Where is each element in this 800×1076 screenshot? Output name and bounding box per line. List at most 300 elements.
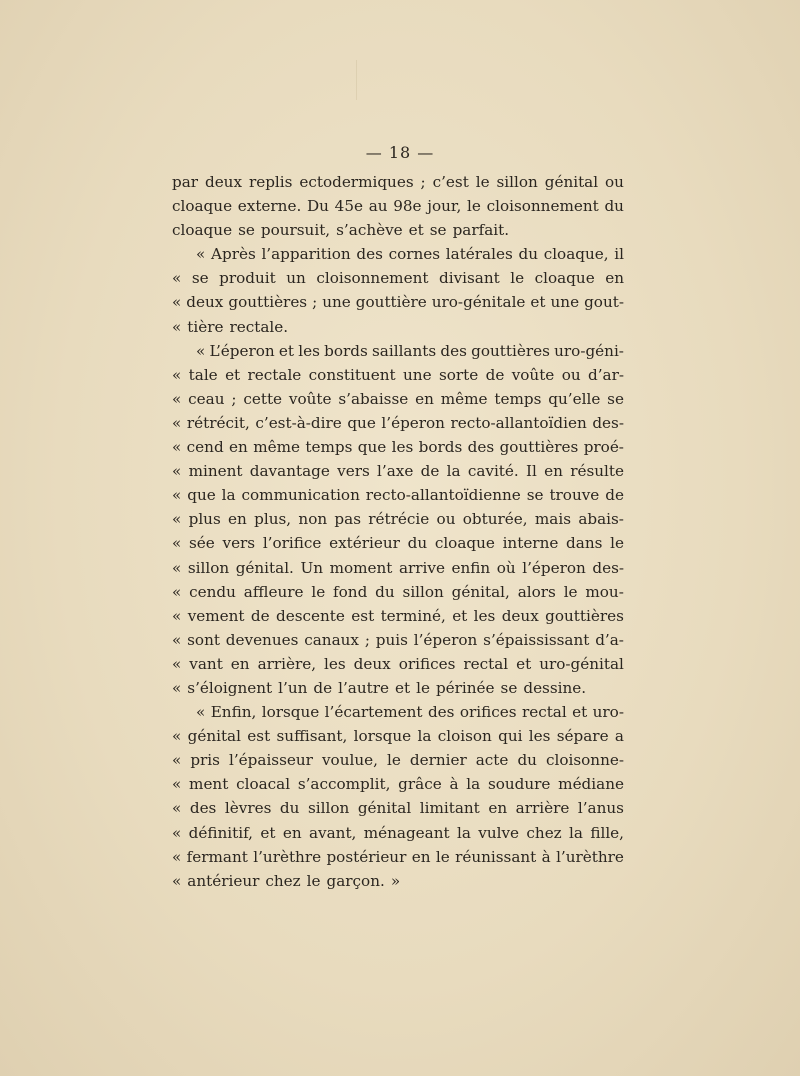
- word: communication: [241, 486, 360, 505]
- word: en: [415, 389, 434, 408]
- word: l’axe: [377, 462, 414, 481]
- text-line: [172, 628, 624, 652]
- word: fond: [333, 582, 368, 601]
- word: que: [357, 438, 387, 457]
- word: dernier: [409, 751, 467, 770]
- word: devenues: [225, 630, 299, 649]
- text-line: [172, 821, 624, 845]
- word: génital: [187, 727, 241, 746]
- word: voûte: [288, 389, 332, 408]
- word: externe.: [237, 197, 302, 216]
- text-line: [172, 266, 624, 290]
- word: les: [298, 341, 320, 360]
- word: dessine.: [523, 678, 587, 697]
- word: cloison: [437, 727, 492, 746]
- word: d’a-: [595, 630, 624, 649]
- word: cornes: [388, 245, 441, 264]
- word: résulte: [570, 462, 624, 481]
- word: s’épaississant: [483, 630, 590, 649]
- word: «: [172, 823, 182, 842]
- word: alors: [517, 582, 556, 601]
- word: d’ar-: [588, 365, 624, 384]
- word: garçon.: [326, 871, 385, 890]
- word: «: [172, 269, 182, 288]
- word: des: [440, 341, 467, 360]
- word: vers: [222, 534, 256, 553]
- word: acte: [475, 751, 509, 770]
- word: en: [229, 438, 248, 457]
- word: fille,: [590, 823, 624, 842]
- word: le: [386, 751, 401, 770]
- word: Après: [211, 245, 256, 264]
- word: il: [614, 245, 624, 264]
- word: cloaque: [434, 534, 495, 553]
- text-line: [172, 580, 624, 604]
- word: l’autre: [338, 678, 389, 697]
- word: sorte: [438, 365, 479, 384]
- word: uro-: [592, 703, 624, 722]
- word: cendu: [189, 582, 236, 601]
- word: et: [530, 293, 546, 312]
- text-line: [172, 387, 624, 411]
- word: du: [407, 534, 428, 553]
- word: rectal: [463, 654, 509, 673]
- word: une: [550, 293, 580, 312]
- word: «: [172, 389, 182, 408]
- text-line: [172, 748, 624, 772]
- word: que: [187, 486, 216, 505]
- word: qu’elle: [548, 389, 601, 408]
- word: «: [172, 727, 182, 746]
- word: lorsque: [353, 727, 412, 746]
- word: deux: [204, 173, 243, 191]
- word: le: [510, 269, 525, 288]
- word: se: [526, 486, 544, 505]
- word: «: [172, 654, 182, 673]
- word: cette: [243, 389, 283, 408]
- word: uro-géni-: [554, 341, 624, 360]
- word: et: [452, 606, 468, 625]
- text-line: [172, 556, 624, 580]
- word: terminé,: [380, 606, 446, 625]
- word: vement: [187, 606, 245, 625]
- word: sont: [187, 630, 220, 649]
- word: «: [172, 582, 182, 601]
- word: l’éperon: [522, 558, 586, 577]
- word: où: [496, 558, 516, 577]
- word: médiane: [558, 775, 624, 794]
- word: poursuit,: [260, 221, 331, 240]
- word: soudure: [487, 775, 551, 794]
- word: bords: [418, 438, 463, 457]
- word: en: [282, 823, 302, 842]
- word: temps: [494, 389, 542, 408]
- word: divisant: [438, 269, 500, 288]
- word: cloaque: [534, 269, 595, 288]
- text-line: [172, 242, 624, 266]
- word: la: [417, 727, 432, 746]
- word: un: [286, 269, 306, 288]
- word: avant,: [308, 823, 357, 842]
- word: pris: [190, 751, 220, 770]
- word: des-: [592, 558, 624, 577]
- word: mou-: [585, 582, 624, 601]
- word: trouve: [549, 486, 600, 505]
- word: «: [172, 438, 182, 457]
- text-line: [172, 604, 624, 628]
- word: mais: [534, 510, 572, 529]
- word: l’un: [278, 678, 308, 697]
- word: et: [225, 365, 241, 384]
- word: de: [605, 486, 624, 505]
- word: suffisant,: [276, 727, 348, 746]
- word: replis: [248, 173, 293, 191]
- word: que: [347, 413, 376, 432]
- word: pas: [334, 510, 361, 529]
- word: et: [408, 221, 424, 240]
- word: s’éloignent: [187, 678, 273, 697]
- word: puis: [375, 630, 408, 649]
- word: voûte: [511, 365, 555, 384]
- text-line: [172, 363, 624, 387]
- word: chez: [526, 823, 562, 842]
- word: cloisonnement: [486, 197, 599, 216]
- word: même: [440, 389, 488, 408]
- word: vant: [189, 654, 223, 673]
- text-line: [172, 194, 624, 218]
- word: des: [427, 703, 455, 722]
- word: le: [475, 173, 490, 191]
- word: cloaque,: [543, 245, 609, 264]
- word: plus,: [254, 510, 292, 529]
- word: bords: [324, 341, 368, 360]
- word: sée: [189, 534, 215, 553]
- word: vers: [337, 462, 370, 481]
- text-line: [172, 531, 624, 555]
- word: voulue,: [321, 751, 378, 770]
- word: «: [172, 751, 182, 770]
- word: vulve: [478, 823, 520, 842]
- word: recto-allantoïdienne: [365, 486, 521, 505]
- word: rectal: [521, 703, 567, 722]
- word: qui: [498, 727, 523, 746]
- word: cavité.: [467, 462, 519, 481]
- word: grâce: [398, 775, 442, 794]
- word: de: [485, 365, 505, 384]
- word: ectodermiques: [299, 173, 414, 191]
- word: se: [500, 678, 518, 697]
- word: Enfin,: [210, 703, 257, 722]
- word: l’éperon: [413, 630, 478, 649]
- word: non: [298, 510, 328, 529]
- word: gouttière: [355, 293, 427, 312]
- word: le: [563, 582, 578, 601]
- word: constituent: [308, 365, 396, 384]
- word: latérales: [445, 245, 513, 264]
- word: «: [196, 245, 206, 264]
- word: se: [429, 221, 447, 240]
- word: même: [253, 438, 300, 457]
- word: Il: [526, 462, 537, 481]
- word: orifices: [398, 654, 456, 673]
- word: descente: [276, 606, 345, 625]
- word: est: [247, 727, 271, 746]
- word: la: [446, 462, 461, 481]
- word: et: [572, 703, 588, 722]
- word: postérieur: [326, 847, 407, 866]
- word: du: [518, 245, 538, 264]
- word: ou: [605, 173, 624, 191]
- text-line: [172, 459, 624, 483]
- word: »: [390, 871, 401, 890]
- word: une: [322, 293, 351, 312]
- word: antérieur: [187, 871, 260, 890]
- word: le: [416, 678, 430, 697]
- word: le: [306, 871, 321, 890]
- text-line: [172, 676, 624, 700]
- word: cloisonne-: [545, 751, 624, 770]
- word: moment: [329, 558, 393, 577]
- word: rectale.: [229, 317, 289, 336]
- word: l’éperon: [381, 413, 445, 432]
- word: lorsque: [261, 703, 320, 722]
- text-line: [172, 772, 624, 796]
- word: ceau: [188, 389, 225, 408]
- word: de: [420, 462, 440, 481]
- word: ;: [231, 389, 237, 408]
- word: génital.: [235, 558, 294, 577]
- word: tière: [187, 317, 224, 336]
- word: par: [172, 173, 199, 191]
- word: «: [172, 317, 182, 336]
- word: le: [435, 847, 450, 866]
- word: au: [368, 197, 388, 216]
- word: gouttières: [228, 293, 308, 312]
- word: des: [467, 438, 495, 457]
- word: «: [196, 341, 206, 360]
- word: en: [488, 799, 508, 818]
- word: rétrécit,: [186, 413, 250, 432]
- word: Du: [306, 197, 329, 216]
- word: les: [528, 727, 551, 746]
- word: s’abaisse: [338, 389, 409, 408]
- word: «: [172, 847, 182, 866]
- word: l’apparition: [261, 245, 351, 264]
- word: recto-allantoïdien: [450, 413, 587, 432]
- word: l’épaisseur: [229, 751, 313, 770]
- word: la: [569, 823, 583, 842]
- word: à: [541, 847, 551, 866]
- word: l’urèthre: [253, 847, 322, 866]
- word: temps: [305, 438, 353, 457]
- word: génital: [357, 799, 412, 818]
- word: l’anus: [577, 799, 624, 818]
- word: est: [351, 606, 375, 625]
- word: uro-génital: [539, 654, 624, 673]
- text-line: [172, 724, 624, 748]
- word: ménageant: [363, 823, 450, 842]
- word: rétrécie: [368, 510, 430, 529]
- word: en: [605, 269, 624, 288]
- word: cend: [186, 438, 224, 457]
- word: de: [250, 606, 270, 625]
- word: interne: [502, 534, 559, 553]
- text-line: [172, 869, 624, 893]
- word: obturée,: [462, 510, 528, 529]
- text-line: [172, 315, 624, 339]
- word: deux: [353, 654, 391, 673]
- text-line: [172, 435, 624, 459]
- word: ment: [189, 775, 229, 794]
- word: du: [375, 582, 395, 601]
- word: se: [607, 389, 624, 408]
- word: se: [191, 269, 209, 288]
- word: lèvres: [224, 799, 272, 818]
- word: génital: [544, 173, 599, 191]
- word: «: [172, 462, 182, 481]
- word: le: [311, 582, 326, 601]
- body-text: [172, 170, 624, 893]
- word: minent: [188, 462, 243, 481]
- word: du: [604, 197, 624, 216]
- text-line: [172, 845, 624, 869]
- word: et: [395, 678, 411, 697]
- word: ou: [561, 365, 581, 384]
- word: et: [278, 341, 295, 360]
- word: des: [189, 799, 217, 818]
- word: deux: [186, 293, 224, 312]
- word: du: [517, 751, 537, 770]
- word: sillon: [496, 173, 538, 191]
- word: et: [516, 654, 532, 673]
- word: orifices: [459, 703, 517, 722]
- word: gout-: [584, 293, 624, 312]
- word: L’éperon: [209, 341, 275, 360]
- word: fermant: [186, 847, 248, 866]
- word: abais-: [578, 510, 624, 529]
- word: la: [456, 823, 471, 842]
- word: se: [238, 221, 255, 240]
- word: «: [172, 486, 182, 505]
- word: cloaque: [172, 197, 233, 216]
- word: «: [172, 775, 182, 794]
- word: cloacal: [236, 775, 291, 794]
- word: le: [610, 534, 624, 553]
- text-line: [172, 170, 624, 194]
- text-line: [172, 700, 624, 724]
- word: s’accomplit,: [297, 775, 391, 794]
- word: une: [403, 365, 432, 384]
- word: extérieur: [329, 534, 400, 553]
- word: en: [544, 462, 563, 481]
- word: en: [230, 654, 250, 673]
- word: du: [279, 799, 300, 818]
- word: gouttières: [499, 438, 579, 457]
- word: gouttières: [471, 341, 550, 360]
- word: «: [172, 413, 182, 432]
- word: sillon: [402, 582, 444, 601]
- word: «: [172, 365, 182, 384]
- word: sillon: [187, 558, 230, 577]
- word: réunissant: [455, 847, 537, 866]
- word: parfait.: [452, 221, 510, 240]
- word: «: [172, 871, 182, 890]
- word: ;: [420, 173, 426, 191]
- text-line: [172, 411, 624, 435]
- word: deux: [501, 606, 539, 625]
- word: l’urèthre: [556, 847, 624, 866]
- text-line: [172, 339, 624, 363]
- text-line: [172, 218, 624, 242]
- word: et: [260, 823, 276, 842]
- word: cloaque: [172, 221, 233, 240]
- word: ;: [364, 630, 370, 649]
- word: produit: [219, 269, 276, 288]
- word: tale: [188, 365, 218, 384]
- word: affleure: [243, 582, 304, 601]
- paper-crease: [356, 60, 357, 100]
- word: sépare: [556, 727, 609, 746]
- text-line: [172, 483, 624, 507]
- word: c’est: [432, 173, 469, 191]
- word: saillants: [372, 341, 437, 360]
- word: l’écartement: [324, 703, 423, 722]
- word: jour,: [427, 197, 462, 216]
- word: limitant: [419, 799, 480, 818]
- word: proé-: [583, 438, 624, 457]
- word: enfin: [451, 558, 491, 577]
- word: Un: [300, 558, 324, 577]
- word: canaux: [304, 630, 359, 649]
- word: l’orifice: [262, 534, 322, 553]
- word: à: [449, 775, 459, 794]
- word: davantage: [249, 462, 330, 481]
- text-line: [172, 290, 624, 314]
- word: s’achève: [336, 221, 403, 240]
- word: uro-génitale: [431, 293, 526, 312]
- word: «: [172, 510, 182, 529]
- word: «: [196, 703, 206, 722]
- word: définitif,: [188, 823, 254, 842]
- word: sillon: [307, 799, 350, 818]
- word: «: [172, 630, 182, 649]
- word: «: [172, 558, 182, 577]
- word: les: [391, 438, 414, 457]
- word: dans: [566, 534, 603, 553]
- word: les: [473, 606, 496, 625]
- word: périnée: [435, 678, 495, 697]
- text-line: [172, 652, 624, 676]
- word: le: [467, 197, 481, 216]
- text-line: [172, 507, 624, 531]
- word: 98e: [393, 197, 422, 216]
- word: c’est-à-dire: [255, 413, 342, 432]
- word: ou: [436, 510, 456, 529]
- word: «: [172, 678, 182, 697]
- word: «: [172, 606, 182, 625]
- word: arrive: [398, 558, 445, 577]
- word: «: [172, 534, 182, 553]
- word: plus: [188, 510, 221, 529]
- word: cloisonnement: [316, 269, 429, 288]
- word: génital,: [451, 582, 510, 601]
- word: arrière: [515, 799, 570, 818]
- page-number: — 18 —: [365, 143, 435, 162]
- word: de: [313, 678, 333, 697]
- word: des: [356, 245, 383, 264]
- word: 45e: [334, 197, 363, 216]
- word: arrière,: [257, 654, 317, 673]
